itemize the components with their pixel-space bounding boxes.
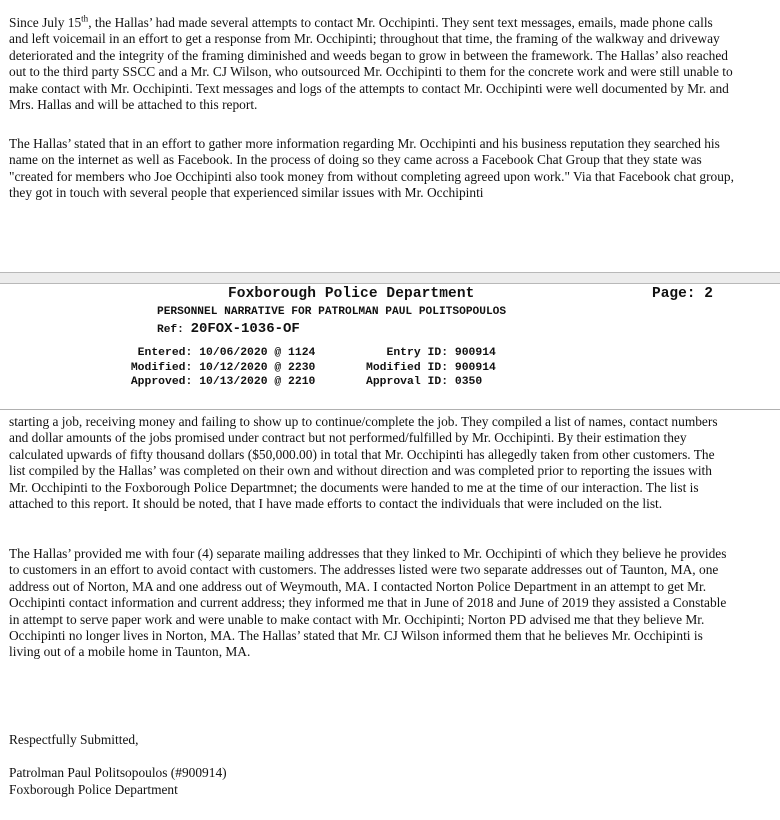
ids-block (366, 346, 496, 390)
paragraph-victim-list: starting a job, receiving money and failing to show up to continue/complete the job. They compiled a list of names, contact numbers and dollar amounts of the jobs promised under contract but not performed/fulfilled by Mr. Occhipinti. By their estimation they calculated upwards of fifty thousand dollars ($50,000.00) in total that Mr. Occhipinti has allegedly taken from other customers. The list compiled by the Hallas’ was completed on their own and without direction and was completed prior to reporting the issues with Mr. Occhipinti to the Foxborough Police Departmnet; the documents were handed to me at the time of our interaction. The list is attached to this report. It should be noted, that I have made efforts to contact the individuals that were included on the list. (9, 414, 718, 512)
ref-label: Ref: (157, 324, 184, 336)
narrative-title: PERSONNEL NARRATIVE FOR PATROLMAN PAUL POLITSOPOULOS (157, 306, 507, 318)
signature-department: Foxborough Police Department (9, 782, 178, 797)
paragraph-mailing-addresses: The Hallas’ provided me with four (4) separate mailing addresses that they linked to Mr. Occhipinti of which they believe he provides to customers in an effort to avoid contact with customers. The addresses listed were two separate addresses out of Taunton, MA, one address out of Norton, MA and one address out of Weymouth, MA. I contacted Norton Police Department in an attempt to get Mr. Occhipinti contact information and current address; they informed me that in June of 2018 and June of 2019 they assisted a Constable in attempt to serve paper work and were unable to make contact with Mr. Occhipinti; Norton PD advised me that they believe Mr. Occhipinti no longer lives in Norton, MA. The Hallas’ stated that Mr. CJ Wilson informed them that he believes Mr. Occhipinti is living out of a mobile home in Taunton, MA. (9, 546, 727, 660)
dates-block (124, 346, 315, 390)
entered-date: Entered: 10/06/2020 @ 1124 (124, 347, 316, 359)
modified-id: Modified ID: 900914 (366, 361, 496, 374)
para1-superscript: th (81, 13, 89, 24)
ref-number: 20FOX-1036-OF (190, 321, 300, 337)
para1-rest: , the Hallas’ had made several attempts to contact Mr. Occhipinti. They sent text messages, emails, made phone calls and left voicemail in an effort to get a response from Mr. Occhipinti; throughout that time, the framing of the walkway and driveway deteriorated and the integrity of the framing diminished and weeds began to grow in between the framework. The Hallas’ also reached out to the third party SSCC and a Mr. CJ Wilson, who outsourced Mr. Occhipinti to them for the concrete work and were still unable to make contact with Mr. Occhipinti. Text messages and logs of the attempts to contact Mr. Occhipinti were well documented by Mr. and Mrs. Hallas and will be attached to this report. (9, 15, 733, 113)
approval-id: Approval ID: 0350 (366, 376, 483, 389)
paragraph-contact-attempts (9, 15, 734, 113)
para1-start: Since July 15 (9, 15, 82, 30)
approved-date: Approved: 10/13/2020 @ 2210 (124, 376, 316, 389)
reference-line (157, 321, 300, 337)
report-department-title: Foxborough Police Department (228, 286, 475, 302)
signature-name: Patrolman Paul Politsopoulos (#900914) (9, 765, 227, 780)
page-number: Page: 2 (652, 286, 713, 302)
header-divider (0, 409, 780, 410)
page-separator (0, 273, 780, 283)
paragraph-facebook-group: The Hallas’ stated that in an effort to gather more information regarding Mr. Occhipinti and his business reputation they searched his name on the internet as well as Facebook. In the process of doing so they came across a Facebook Chat Group that they state was "created for members who Joe Occhipinti also took money from without completing agreed upon work." Via that Facebook chat group, they got in touch with several people that experienced similar issues with Mr. Occhipinti (9, 136, 734, 201)
entry-id: Entry ID: 900914 (366, 347, 496, 359)
modified-date: Modified: 10/12/2020 @ 2230 (124, 361, 316, 374)
closing-line: Respectfully Submitted, (9, 732, 139, 747)
